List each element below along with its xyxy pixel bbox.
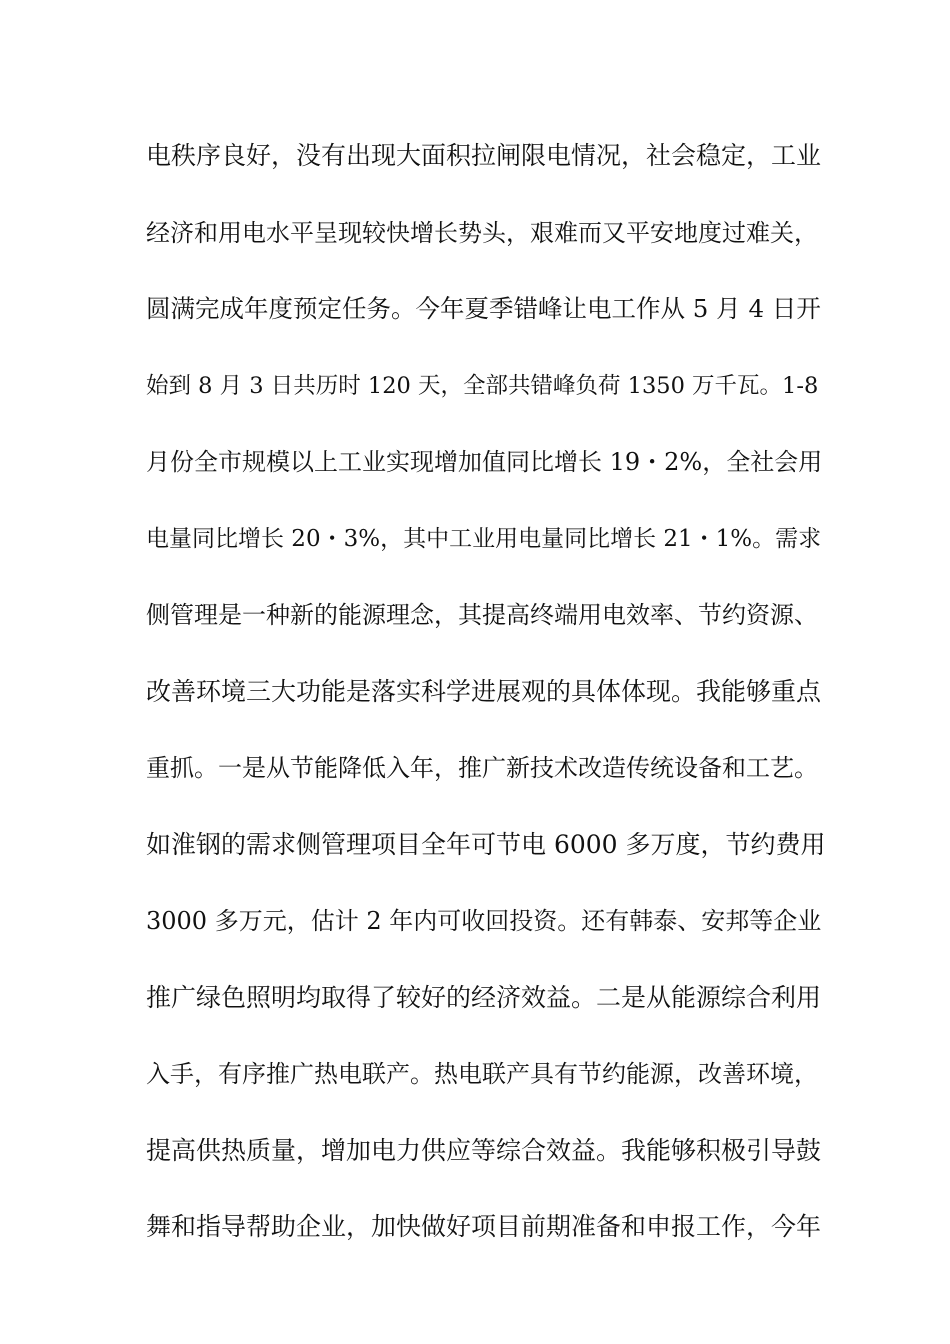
text-line: 入手，有序推广热电联产。热电联产具有节约能源，改善环境， <box>146 1060 818 1088</box>
text-line: 3000 多万元，估计 2 年内可收回投资。还有韩泰、安邦等企业 <box>146 907 822 935</box>
text-line: 提高供热质量，增加电力供应等综合效益。我能够积极引导鼓 <box>146 1135 822 1165</box>
text-line: 改善环境三大功能是落实科学进展观的具体体现。我能够重点 <box>146 676 822 706</box>
text-line: 如淮钢的需求侧管理项目全年可节电 6000 多万度，节约费用 <box>146 829 826 859</box>
text-line: 重抓。一是从节能降低入年，推广新技术改造传统设备和工艺。 <box>146 754 818 782</box>
text-line: 电秩序良好，没有出现大面积拉闸限电情况，社会稳定，工业 <box>146 141 822 170</box>
text-line: 圆满完成年度预定任务。今年夏季错峰让电工作从 5 月 4 日开 <box>146 294 821 323</box>
text-line: 始到 8 月 3 日共历时 120 天，全部共错峰负荷 1350 万千瓦。1-8 <box>146 372 819 399</box>
text-line: 月份全市规模以上工业实现增加值同比增长 19・2%，全社会用 <box>146 448 823 476</box>
text-line: 舞和指导帮助企业，加快做好项目前期准备和申报工作，今年 <box>146 1212 822 1241</box>
text-line: 侧管理是一种新的能源理念，其提高终端用电效率、节约资源、 <box>146 601 818 629</box>
text-line: 推广绿色照明均取得了较好的经济效益。二是从能源综合利用 <box>146 982 822 1012</box>
text-line: 经济和用电水平呈现较快增长势头，艰难而又平安地度过难关， <box>146 218 818 247</box>
text-line: 电量同比增长 20・3%，其中工业用电量同比增长 21・1%。需求 <box>146 525 822 552</box>
body-paragraph <box>146 136 826 1284</box>
